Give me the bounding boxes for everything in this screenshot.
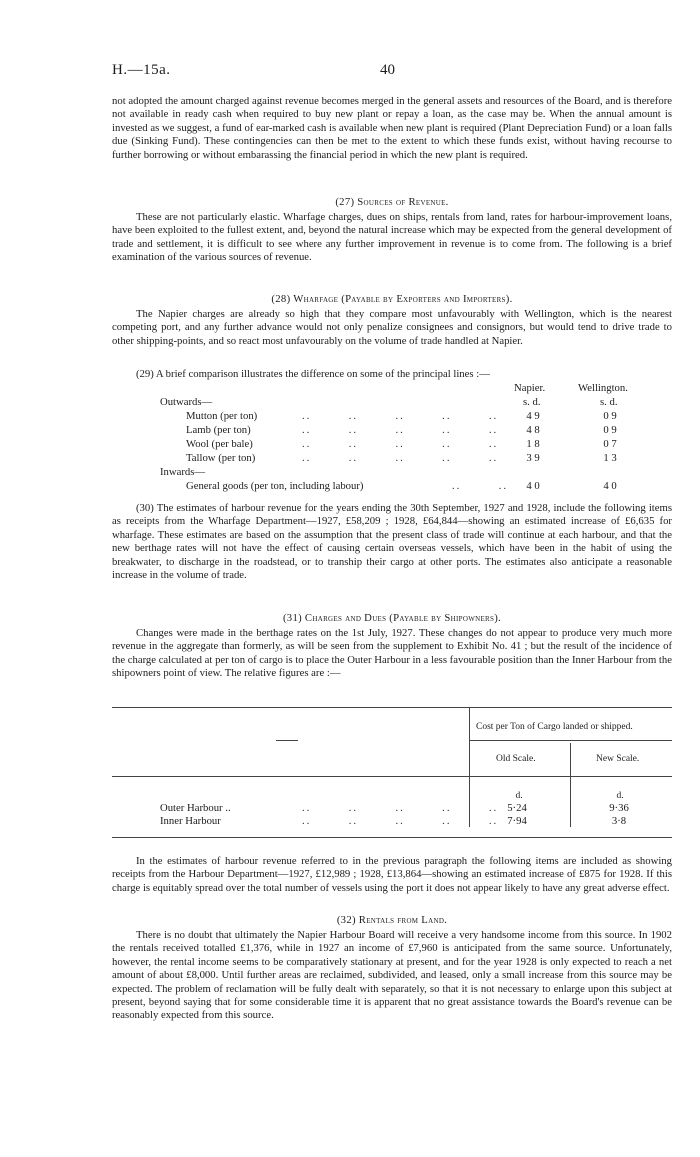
col-old-scale: Old Scale. (496, 754, 536, 764)
table-row-label: Outer Harbour .. (160, 802, 231, 814)
comparison-row-label: Lamb (per ton) (186, 424, 251, 436)
col-napier-header: Napier. (514, 382, 546, 394)
document-reference: H.—15a. (112, 62, 171, 78)
section-28-body: The Napier charges are already so high that they compare most unfavourably with Wellington, which is the nearest competing port, and any further advance would not only penalize consignees and consignors, but would tend to drive trade to other shipping-points, and so react most unfavourably on the volume of trade handled at Napier. (112, 308, 672, 347)
old-scale-value: 5·24 (507, 802, 527, 814)
leader-dots: .. .. .. .. .. (302, 815, 499, 827)
napier-value: 4 8 (526, 424, 540, 436)
leader-dots: .. .. .. .. .. (302, 410, 499, 422)
section-31-body: Changes were made in the berthage rates on the 1st July, 1927. These changes do not appear to produce very much more revenue in the aggregate than formerly, as will be seen from the supplement to Exhibit No. 41 ; but the result of the incidence of the charge calculated at per ton of cargo is to place the Outer Harbour in a less favourable position than the Inner Harbour from the shipowners point of view. The relative figures are :— (112, 627, 672, 680)
wellington-units: s. d. (600, 396, 618, 408)
wellington-value: 1 3 (603, 452, 617, 464)
new-scale-value: 9·36 (609, 802, 629, 814)
col-wellington-header: Wellington. (578, 382, 628, 394)
old-scale-value: 7·94 (507, 815, 527, 827)
table-rule (112, 776, 672, 777)
section-27-heading: (27) Sources of Revenue. (335, 196, 449, 208)
new-scale-value: 3·8 (611, 815, 627, 827)
unit-old: d. (515, 791, 523, 801)
stub-dash (276, 740, 298, 741)
leader-dots: .. .. .. .. .. (302, 438, 499, 450)
comparison-row-label: Mutton (per ton) (186, 410, 258, 422)
comparison-row-label: Wool (per bale) (186, 438, 253, 450)
section-31-heading: (31) Charges and Dues (Payable by Shipowners). (282, 612, 502, 624)
table-rule (112, 837, 672, 838)
col-new-scale: New Scale. (596, 754, 640, 764)
napier-value: 4 9 (526, 410, 540, 422)
wellington-value: 0 9 (603, 410, 617, 422)
napier-value: 1 8 (526, 438, 540, 450)
comparison-row-label: Tallow (per ton) (186, 452, 256, 464)
section-32-body: There is no doubt that ultimately the Napier Harbour Board will receive a very handsome income from this source. In 1902 the rentals received totalled £1,376, while in 1927 an income of £7,960 is anticipated from the same source. Unfortunately, however, the rental income seems to be comparatively stationary at present, and for the year 1928 is only expected to reach a net amount of about £8,000. Until further areas are reclaimed, subdivided, and leased, only a small increase from this source may be expected. The problem of reclamation will be fully dealt with separately, so that it is not necessary to enlarge upon this subject at present, beyond saying that for some considerable time it is apparent that no great assistance towards the Board's revenue can be reasonably expected from this source. (112, 929, 672, 1022)
wellington-value: 0 7 (603, 438, 617, 450)
table-rule (570, 743, 571, 827)
wellington-value: 4 0 (603, 480, 617, 492)
page-number: 40 (380, 62, 395, 78)
section-32-heading: (32) Rentals from Land. (336, 914, 448, 926)
napier-units: s. d. (523, 396, 541, 408)
leader-dots: .. .. .. .. .. (302, 424, 499, 436)
intro-paragraph: not adopted the amount charged against revenue becomes merged in the general assets and resources of the Board, and is therefore not available in ready cash when required to buy new plant or repay a loan, as the case may be. When the annual amount is invested as we suggest, a fund of ear-marked cash is available when new plant is required (Plant Depreciation Fund) or a loan falls due (Sinking Fund). These contingencies can then be met to the extent to which these funds exist, without having recourse to further borrowing or without embarassing the financial period in which the new plant is required. (112, 95, 672, 161)
table-row-label: Inner Harbour (160, 815, 221, 827)
unit-new: d. (616, 791, 624, 801)
section-30-body: (30) The estimates of harbour revenue for the years ending the 30th September, 1927 and 1928, include the following items as receipts from the Wharfage Department—1927, £58,209 ; 1928, £64,844—showing an estimated increase of £6,635 for wharfage. These estimates are based on the assumption that the present class of trade will continue at each harbour, and that the new berthage rates will not have the effect of causing certain overseas vessels, which have been in the habit of using the breakwater, to discharge in the roadstead, or to tranship their cargo at other ports. The estimates also anticipate a reasonable increase in the volume of trade. (112, 502, 672, 582)
section-29-intro: (29) A brief comparison illustrates the difference on some of the principal lines :— (136, 368, 490, 380)
table-span-header: Cost per Ton of Cargo landed or shipped. (476, 722, 633, 732)
napier-value: 3 9 (526, 452, 540, 464)
section-28-heading: (28) Wharfage (Payable by Exporters and Importers). (271, 293, 513, 305)
inwards-label: Inwards— (160, 466, 206, 478)
outwards-label: Outwards— (160, 396, 213, 408)
section-27-body: These are not particularly elastic. Wharfage charges, dues on ships, rentals from land, rates for harbour-improvement loans, have been exploited to the fullest extent, and, beyond the natural increase which may be expected from the general development of trade and settlement, it is difficult to see where any further improvement in revenue is to come from. The following is a brief examination of the various sources of revenue. (112, 211, 672, 264)
leader-dots: .. .. (452, 480, 509, 492)
section-31-after: In the estimates of harbour revenue referred to in the previous paragraph the following items are included as showing receipts from the Harbour Department—1927, £12,989 ; 1928, £13,864—showing an estimated increase of £875 for 1928. If this charge is equitably spread over the total number of vessels using the port it does not appear likely to have any great adverse effect. (112, 855, 672, 894)
table-rule (112, 707, 672, 708)
leader-dots: .. .. .. .. .. (302, 452, 499, 464)
wellington-value: 0 9 (603, 424, 617, 436)
leader-dots: .. .. .. .. .. (302, 802, 499, 814)
comparison-row-label: General goods (per ton, including labour) (186, 480, 364, 492)
table-rule (469, 740, 672, 741)
napier-value: 4 0 (526, 480, 540, 492)
